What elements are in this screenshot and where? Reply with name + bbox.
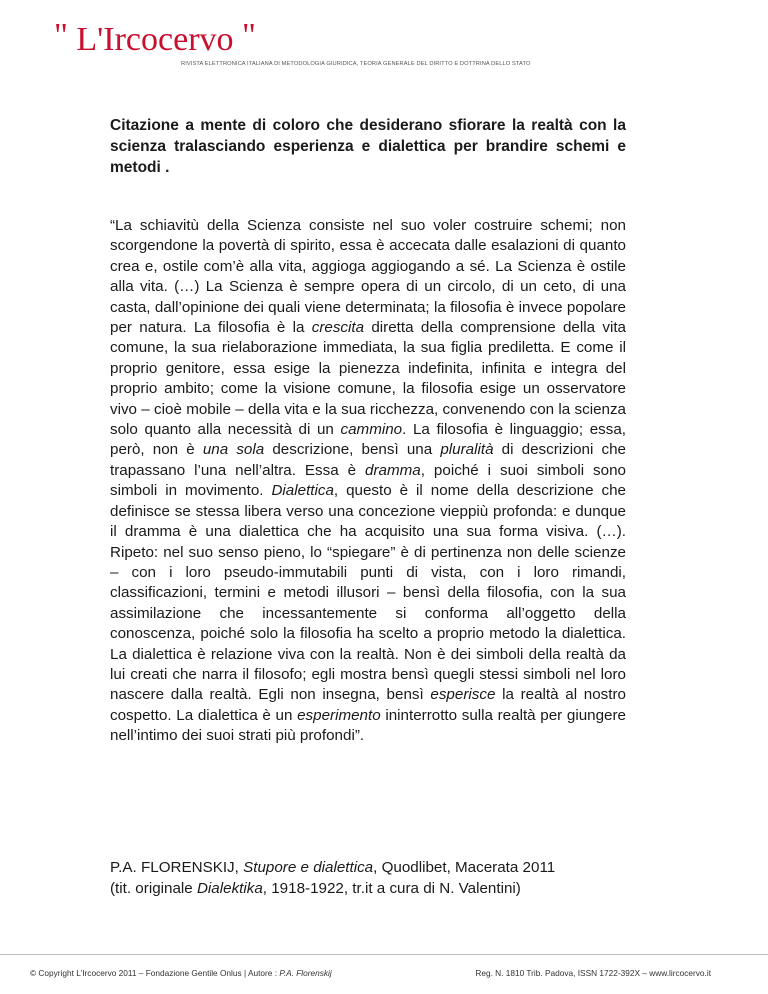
citation-original-suffix: , 1918-1922, tr.it a cura di N. Valentini) [262, 880, 521, 897]
citation-separator: , [234, 859, 244, 876]
citation-original-title: Dialektika [196, 880, 263, 897]
footer-copyright [30, 968, 332, 978]
footer-registration: Reg. N. 1810 Trib. Padova, ISSN 1722-392X – www.lircocervo.it [475, 968, 711, 978]
footer-copyright-text: © Copyright L’Ircocervo 2011 – Fondazione Gentile Onlus | Autore : [30, 968, 280, 978]
footer-author: P.A. Florenskij [279, 968, 332, 978]
body-emphasis: esperimento [297, 706, 381, 724]
body-segment: , poiché i suoi simboli sono simboli in movimento. [110, 461, 626, 500]
body-segment: descrizione, bensì una [264, 441, 441, 459]
citation-surname: LORENSKIJ [150, 859, 235, 876]
body-segment: , questo è il nome della descrizione che definisce se stessa libera verso una concezione vieppiù profonda: e dunque il dramma è una dialettica che ha acquisito una sua forma visiva. (…). Ripeto: nel suo senso pieno, lo “spiegare” è di pertinenza non delle scienze – con i loro pseudo-immutabili punti di vista, con i loro rimandi, classificazioni, termini e metodi illusori – bensì della filosofia, con la sua assimilazione che incessantemente si conforma all’oggetto della conoscenza, poiché solo la filosofia ha scelto a proprio metodo la dialettica. La dialettica è relazione viva con la realtà. Non è dei simboli della realtà da lui creati che narra il filosofo; egli mostra bensì quegli stessi simboli nel loro nascere dalla realtà. Egli non insegna, bensì [110, 482, 626, 704]
body-emphasis: una sola [202, 441, 265, 459]
body-emphasis: Dialettica [271, 482, 334, 500]
journal-header [54, 14, 754, 74]
body-segment: di descrizioni che trapassano l’una nell’altra. Essa è [110, 441, 627, 479]
citation-initials: P.A. F [110, 859, 151, 876]
journal-logo [54, 14, 256, 62]
body-segment: diretta della comprensione della vita comune, la sua rielaborazione immediata, la sua figlia prediletta. E come il proprio genitore, essa esige la pienezza indefinita, infinita e integra del proprio ambito; come la visione comune, la filosofia esige un osservatore vivo – cioè mobile – della vita e la sua ricchezza, convenendo con la scienza solo quanto alla necessità di un [110, 319, 626, 439]
footer-divider [0, 954, 768, 955]
quotation-body [110, 216, 626, 747]
logo-open-quote: " [54, 17, 68, 54]
journal-subtitle: RIVISTA ELETTRONICA ITALIANA DI METODOLOGIA GIURIDICA, TEORIA GENERALE DEL DIRITTO E DOTTRINA DELLO STATO [181, 61, 531, 67]
body-segment: la realtà al nostro cospetto. La dialettica è un [110, 686, 626, 724]
body-emphasis: cammino [340, 421, 403, 439]
body-emphasis: esperisce [430, 686, 496, 704]
body-emphasis: dramma [365, 461, 421, 479]
citation-publisher: , Quodlibet, Macerata 2011 [373, 859, 556, 876]
citation-work-title: Stupore e dialettica [243, 859, 374, 876]
citation [110, 857, 670, 899]
body-emphasis: crescita [311, 319, 365, 337]
body-emphasis: pluralità [440, 441, 494, 459]
body-segment: “La schiavitù della Scienza consiste nel suo voler costruire schemi; non scorgendone la povertà di spirito, essa è accecata dalle esalazioni di quanto crea e, ostile com’è alla vita, aggioga aggiogando a sé. La Scienza è ostile alla vita. (…) La Scienza è sempre opera di un circolo, di un ceto, di una casta, dall’opinione dei quali viene determinata; la filosofia è invece popolare per natura. La filosofia è la [110, 217, 626, 337]
body-segment: ininterrotto sulla realtà per giungere nell’intimo dei suoi strati più profondi”. [110, 706, 626, 745]
article-title: Citazione a mente di coloro che desiderano sfiorare la realtà con la scienza tralasciando esperienza e dialettica per brandire schemi e metodi . [110, 117, 626, 176]
body-segment: . La filosofia è linguaggio; essa, però, non è [110, 421, 626, 459]
logo-close-quote: " [242, 17, 256, 54]
logo-title: L'Ircocervo [67, 21, 243, 58]
citation-original-prefix: (tit. originale [110, 880, 197, 897]
